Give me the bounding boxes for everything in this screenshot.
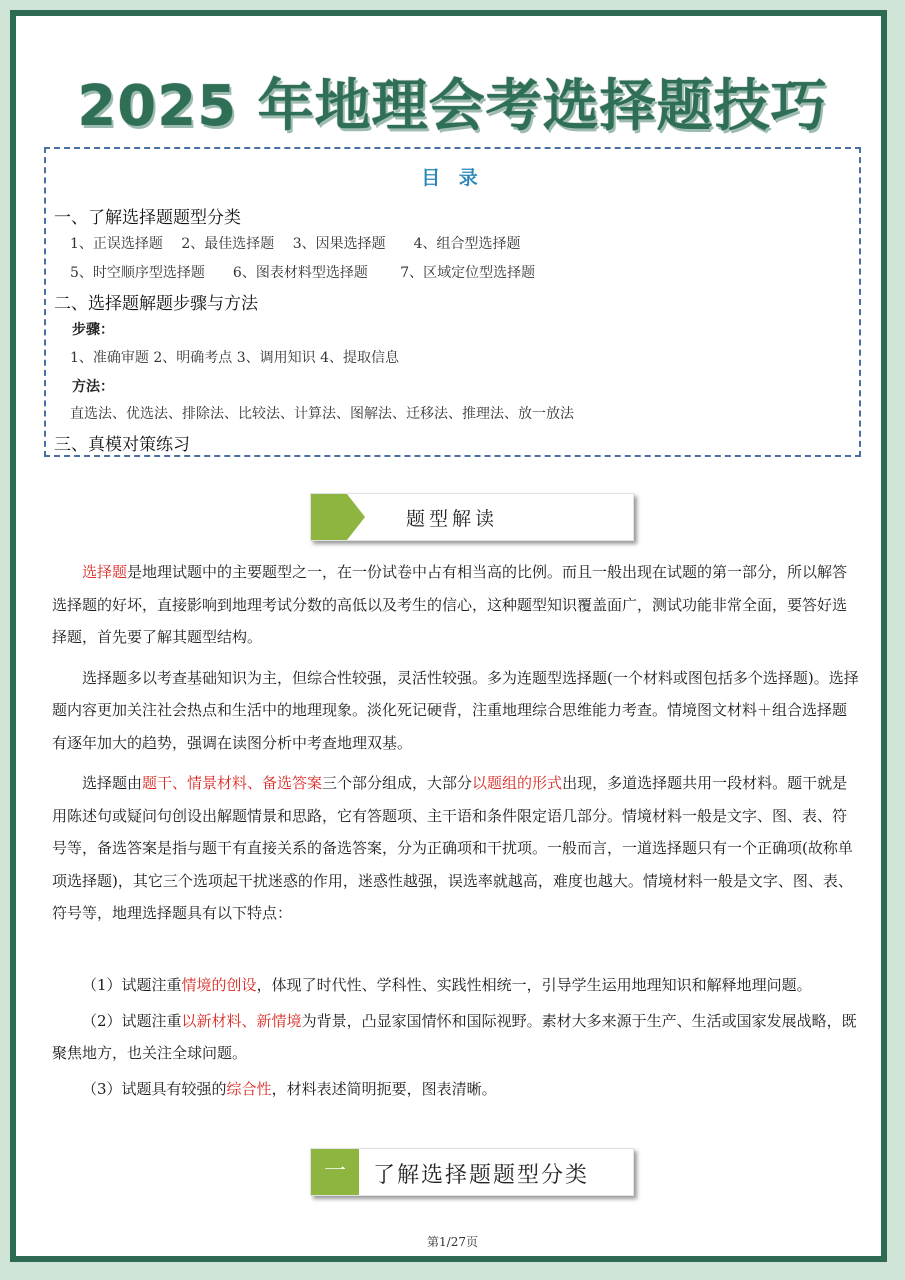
page-number: 第1/27页	[427, 1235, 478, 1249]
banner-number: 一	[311, 1149, 359, 1195]
toc-section-1-row-1: 1、正误选择题 2、最佳选择题 3、因果选择题 4、组合型选择题	[70, 236, 521, 252]
body-paragraphs	[52, 556, 860, 930]
paragraph-1	[52, 556, 860, 654]
paragraph-text: 选择题由	[82, 774, 143, 792]
highlight-text: 综合性	[226, 1079, 272, 1098]
toc-steps-label: 步骤：	[72, 322, 114, 338]
toc-section-1: 一、了解选择题题型分类	[54, 208, 241, 228]
paragraph-3	[52, 767, 860, 930]
highlight-text: 选择题	[82, 563, 128, 581]
banner-label: 了解选择题题型分类	[373, 1163, 590, 1188]
toc-section-1-row-2: 5、时空顺序型选择题 6、图表材料型选择题 7、区域定位型选择题	[70, 265, 536, 281]
features-list	[52, 969, 860, 1105]
toc-heading: 目 录	[421, 167, 484, 189]
feature-3	[52, 1073, 860, 1106]
paragraph-2: 选择题多以考查基础知识为主，但综合性较强，灵活性较强。多为连题型选择题(一个材料或图包括多个选择题)。选择题内容更加关注社会热点和生活中的地理现象。淡化死记硬背，注重地理综合思维能力考查。情境图文材料＋组合选择题有逐年加大的趋势，强调在读图分析中考查地理双基。	[52, 668, 859, 752]
banner-label: 题型解读	[406, 508, 499, 530]
feature-2	[52, 1005, 860, 1070]
feature-text: （3）试题具有较强的	[82, 1079, 227, 1098]
banner-accent	[311, 494, 347, 540]
toc-methods: 直选法、优选法、排除法、比较法、计算法、图解法、迁移法、推理法、放一放法	[70, 406, 574, 422]
highlight-text: 以新材料、新情境	[181, 1011, 302, 1030]
paragraph-text: 三个部分组成，大部分	[322, 774, 473, 792]
toc-section-2: 二、选择题解题步骤与方法	[54, 294, 258, 314]
feature-text: ，体现了时代性、学科性、实践性相统一，引导学生运用地理知识和解释地理问题。	[256, 976, 812, 994]
paragraph-text: 出现，多道选择题共用一段材料。题干就是用陈述句或疑问句创设出解题情景和思路，它有答题项、主干语和条件限定语几部分。情境材料一般是文字、图、表、符号等，备选答案是指与题干有直接关系的备选答案，分为正确项和干扰项。一般而言，一道选择题只有一个正确项(故称单项选择题)，其它三个选项起干扰迷惑的作用，迷惑性越强，误选率就越高，难度也越大。情境材料一般是文字、图、表、符号等，地理选择题具有以下特点：	[52, 774, 853, 922]
toc-section-3: 三、真模对策练习	[54, 435, 190, 455]
section-banner-interpretation	[310, 493, 634, 541]
toc-steps: 1、准确审题 2、明确考点 3、调用知识 4、提取信息	[70, 350, 399, 366]
feature-text: 为背景，凸显家国情怀和国际视野。素材大多来源于生产、生活或国家发展战略，既聚焦地方，也关注全球问题。	[52, 1011, 857, 1062]
section-banner-1	[310, 1148, 634, 1196]
toc-methods-label: 方法：	[72, 379, 114, 395]
highlight-text: 题干、情景材料、备选答案	[142, 774, 323, 792]
feature-text: ，材料表述简明扼要，图表清晰。	[271, 1079, 497, 1098]
highlight-text: 以题组的形式	[472, 774, 563, 792]
page-title: 2025 年地理会考选择题技巧	[77, 74, 828, 139]
paragraph-text: 是地理试题中的主要题型之一，在一份试卷中占有相当高的比例。而且一般出现在试题的第一部分，所以解答选择题的好坏，直接影响到地理考试分数的高低以及考生的信心，这种题型知识覆盖面广，测试功能非常全面，要答好选择题，首先要了解其题型结构。	[52, 563, 848, 646]
feature-text: （2）试题注重	[82, 1011, 182, 1030]
table-of-contents	[44, 147, 861, 457]
feature-1	[52, 969, 860, 1002]
banner-arrow-icon	[347, 494, 365, 540]
highlight-text: 情境的创设	[181, 976, 257, 994]
feature-text: （1）试题注重	[82, 976, 182, 994]
